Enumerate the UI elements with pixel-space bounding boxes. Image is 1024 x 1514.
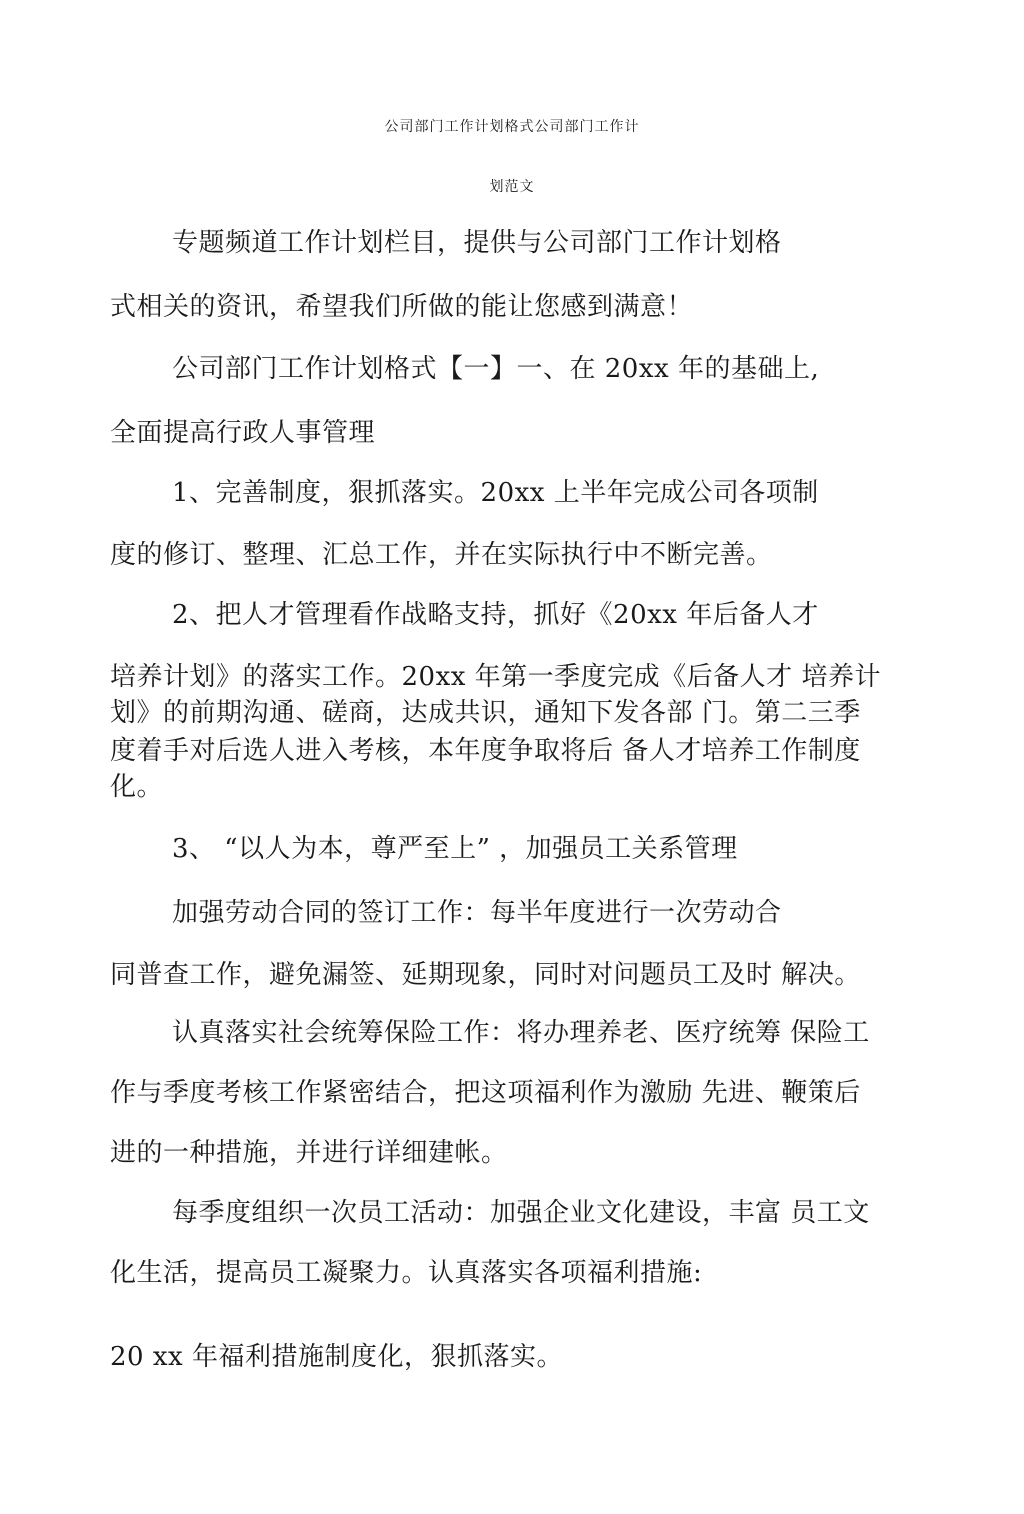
document-title-line-1: 公司部门工作计划格式公司部门工作计 <box>384 119 640 135</box>
paragraph-line: 1、完善制度，狠抓落实。20xx 上半年完成公司各项制 <box>172 478 819 508</box>
document-title-line-2: 划范文 <box>489 179 535 195</box>
paragraph-line: 3、 “以人为本，尊严至上” ，加强员工关系管理 <box>172 834 738 864</box>
paragraph-line: 2、把人才管理看作战略支持，抓好《20xx 年后备人才 <box>172 600 819 630</box>
paragraph-line: 20 xx 年福利措施制度化，狠抓落实。 <box>110 1342 563 1372</box>
paragraph-line: 度的修订、整理、汇总工作，并在实际执行中不断完善。 <box>110 540 773 570</box>
paragraph-line: 全面提高行政人事管理 <box>110 418 376 448</box>
paragraph-line: 划》的前期沟通、磋商，达成共识，通知下发各部 门。第二三季 <box>110 698 861 728</box>
paragraph-line: 专题频道工作计划栏目，提供与公司部门工作计划格 <box>172 228 782 258</box>
paragraph-line: 每季度组织一次员工活动：加强企业文化建设，丰富 员工文 <box>172 1198 870 1228</box>
paragraph-line: 度着手对后选人进入考核，本年度争取将后 备人才培养工作制度 <box>110 736 861 766</box>
paragraph-line: 加强劳动合同的签订工作：每半年度进行一次劳动合 <box>172 898 782 928</box>
paragraph-line: 化生活，提高员工凝聚力。认真落实各项福利措施: <box>110 1258 703 1288</box>
paragraph-line: 进的一种措施，并进行详细建帐。 <box>110 1138 508 1168</box>
paragraph-line: 公司部门工作计划格式【一】一、在 20xx 年的基础上, <box>172 354 820 384</box>
paragraph-line: 式相关的资讯，希望我们所做的能让您感到满意！ <box>110 292 694 322</box>
paragraph-line: 认真落实社会统筹保险工作：将办理养老、医疗统筹 保险工 <box>172 1018 870 1048</box>
paragraph-line: 培养计划》的落实工作。20xx 年第一季度完成《后备人才 培养计 <box>110 662 881 692</box>
paragraph-line: 同普查工作，避免漏签、延期现象，同时对问题员工及时 解决。 <box>110 960 861 990</box>
paragraph-line: 作与季度考核工作紧密结合，把这项福利作为激励 先进、鞭策后 <box>110 1078 861 1108</box>
paragraph-line: 化。 <box>110 772 164 802</box>
